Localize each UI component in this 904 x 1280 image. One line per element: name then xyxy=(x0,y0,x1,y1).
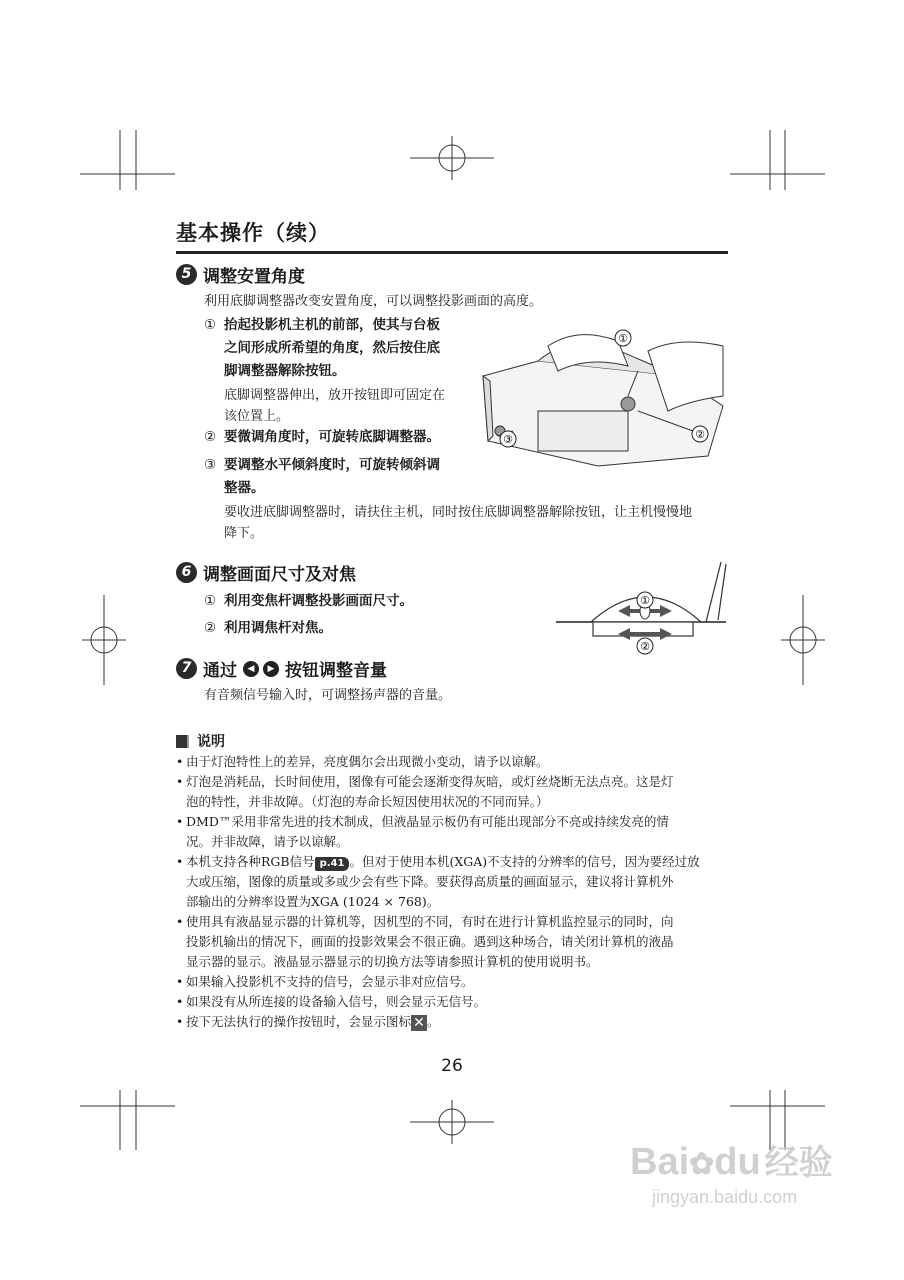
note-8-post: 。 xyxy=(427,1014,440,1029)
note-bullet-8: • 按下无法执行的操作按钮时，会显示图标 ✕ 。 xyxy=(176,1014,440,1031)
step5-item-3-line1: 要调整水平倾斜度时，可旋转倾斜调 xyxy=(224,457,440,473)
disabled-x-icon: ✕ xyxy=(411,1015,427,1031)
step5-item-3 xyxy=(204,454,484,500)
watermark-brand2: du xyxy=(714,1141,761,1183)
note-2-line2: 泡的特性，并非故障。（灯泡的寿命长短因使用状况的不同而异。） xyxy=(186,794,549,809)
note-5-line3: 显示器的显示。液晶显示器显示的切换方法等请参照计算机的使用说明书。 xyxy=(186,954,599,969)
step5-item-1 xyxy=(204,314,484,383)
step5-item-2-mark: ② xyxy=(204,429,217,445)
step5-number: 5 xyxy=(176,264,197,285)
fig5-label-2: ② xyxy=(695,428,705,441)
step6-item-1-mark: ① xyxy=(204,593,217,609)
zoom-focus-illustration xyxy=(556,562,731,657)
step5-item-1-line3: 脚调整器解除按钮。 xyxy=(224,363,346,379)
note-6-line1: 如果输入投影机不支持的信号，会显示非对应信号。 xyxy=(186,974,474,989)
step7-title-suffix: 按钮调整音量 xyxy=(285,661,387,681)
paw-icon: ✿ xyxy=(689,1148,715,1181)
section-header xyxy=(176,217,728,254)
note-5-line1: 使用具有液晶显示器的计算机等，因机型的不同，有时在进行计算机监控显示的同时，向 xyxy=(186,914,674,929)
note-7-line1: 如果没有从所连接的设备输入信号，则会显示无信号。 xyxy=(186,994,487,1009)
note-8-pre: 按下无法执行的操作按钮时，会显示图标 xyxy=(186,1014,412,1029)
step5-item-1-line1: 抬起投影机主机的前部，使其与台板 xyxy=(224,317,440,333)
volume-right-button-icon: ▶ xyxy=(263,661,279,677)
step5-title: 调整安置角度 xyxy=(203,267,305,287)
step6-heading xyxy=(176,560,356,585)
step5-intro: 利用底脚调整器改变安置角度，可以调整投影画面的高度。 xyxy=(204,294,543,309)
step5-item-2 xyxy=(204,426,484,449)
step5-item-3-line2: 整器。 xyxy=(224,480,265,496)
fig5-label-1: ① xyxy=(618,332,628,345)
step6-item-2-text: 利用调焦杆对焦。 xyxy=(224,620,332,636)
volume-left-button-icon: ◀ xyxy=(243,661,259,677)
step5-retract-line2: 降下。 xyxy=(224,526,264,541)
step6-item-1 xyxy=(204,590,504,613)
page-ref-badge[interactable]: p.41 xyxy=(315,857,350,871)
note-3-line1: DMD™采用非常先进的技术制成，但液晶显示板仍有可能出现部分不亮或持续发亮的情 xyxy=(186,814,669,829)
step5-item-3-mark: ③ xyxy=(204,457,217,473)
note-bullet-4: • 本机支持各种RGB信号 p.41 。但对于使用本机(XGA)不支持的分辨率的信号，因为要经过放 xyxy=(176,854,700,869)
notes-heading xyxy=(176,731,225,751)
step5-item-1-line2: 之间形成所希望的角度，然后按住底 xyxy=(224,340,440,356)
watermark-url: jingyan.baidu.com xyxy=(652,1187,798,1207)
note-5-line2: 投影机输出的情况下，画面的投影效果会不很正确。遇到这种场合，请关闭计算机的液晶 xyxy=(186,934,674,949)
note-4-post: 。但对于使用本机(XGA)不支持的分辨率的信号，因为要经过放 xyxy=(349,854,700,869)
step7-heading xyxy=(176,656,387,681)
page-number: 26 xyxy=(441,1056,463,1076)
step6-number: 6 xyxy=(176,562,197,583)
note-3-line2: 况。并非故障，请予以谅解。 xyxy=(186,834,349,849)
note-1-line1: 由于灯泡特性上的差异，亮度偶尔会出现微小变动，请予以谅解。 xyxy=(186,754,549,769)
note-bullet-6: • 如果输入投影机不支持的信号，会显示非对应信号。 xyxy=(176,972,732,992)
step5-retract-line1: 要收进底脚调整器时，请扶住主机，同时按住底脚调整器解除按钮，让主机慢慢地 xyxy=(224,505,693,520)
baidu-watermark xyxy=(630,1140,833,1208)
note-bullet-1: • 由于灯泡特性上的差异，亮度偶尔会出现微小变动，请予以谅解。 xyxy=(176,752,732,772)
step6-item-1-text: 利用变焦杆调整投影画面尺寸。 xyxy=(224,593,413,609)
step5-item-1-mark: ① xyxy=(204,317,217,333)
note-icon xyxy=(176,735,189,748)
fig6-label-2: ② xyxy=(640,640,650,653)
fig6-label-1: ① xyxy=(640,594,650,607)
step5-sub-note xyxy=(224,385,484,427)
note-4-pre: 本机支持各种RGB信号 xyxy=(186,854,315,869)
step5-sub-note-line2: 该位置上。 xyxy=(224,409,290,424)
step6-item-2 xyxy=(204,617,504,640)
note-bullet-7: • 如果没有从所连接的设备输入信号，则会显示无信号。 xyxy=(176,992,732,1012)
note-bullet-2: • 灯泡是消耗品，长时间使用，图像有可能会逐渐变得灰暗，或灯丝烧断无法点亮。这是灯 xyxy=(176,772,732,792)
note-2-line1: 灯泡是消耗品，长时间使用，图像有可能会逐渐变得灰暗，或灯丝烧断无法点亮。这是灯 xyxy=(186,774,674,789)
notes-list xyxy=(176,752,732,1032)
notes-heading-text: 说明 xyxy=(197,734,225,750)
note-4-line3: 部输出的分辨率设置为XGA (1024 × 768)。 xyxy=(186,894,440,909)
watermark-brand-cn: 经验 xyxy=(764,1144,833,1182)
step5-retract-note xyxy=(224,502,734,544)
step7-number: 7 xyxy=(176,658,197,679)
fig5-label-3: ③ xyxy=(503,433,513,446)
step6-item-2-mark: ② xyxy=(204,620,217,636)
note-4-line2: 大或压缩，图像的质量或多或少会有些下降。要获得高质量的画面显示，建议将计算机外 xyxy=(186,874,674,889)
projector-foot-illustration xyxy=(478,316,728,471)
note-bullet-5: • 使用具有液晶显示器的计算机等，因机型的不同，有时在进行计算机监控显示的同时，向 xyxy=(176,912,732,932)
note-bullet-3: • DMD™采用非常先进的技术制成，但液晶显示板仍有可能出现部分不亮或持续发亮的情 xyxy=(176,812,732,832)
step6-title: 调整画面尺寸及对焦 xyxy=(203,565,356,585)
step5-item-2-text: 要微调角度时，可旋转底脚调整器。 xyxy=(224,429,440,445)
step7-title-prefix: 通过 xyxy=(203,661,237,681)
watermark-brand: Bai xyxy=(630,1141,690,1183)
section-title: 基本操作（续） xyxy=(176,221,330,245)
step7-desc: 有音频信号输入时，可调整扬声器的音量。 xyxy=(204,688,452,703)
step5-heading xyxy=(176,262,305,287)
step5-sub-note-line1: 底脚调整器伸出，放开按钮即可固定在 xyxy=(224,388,446,403)
